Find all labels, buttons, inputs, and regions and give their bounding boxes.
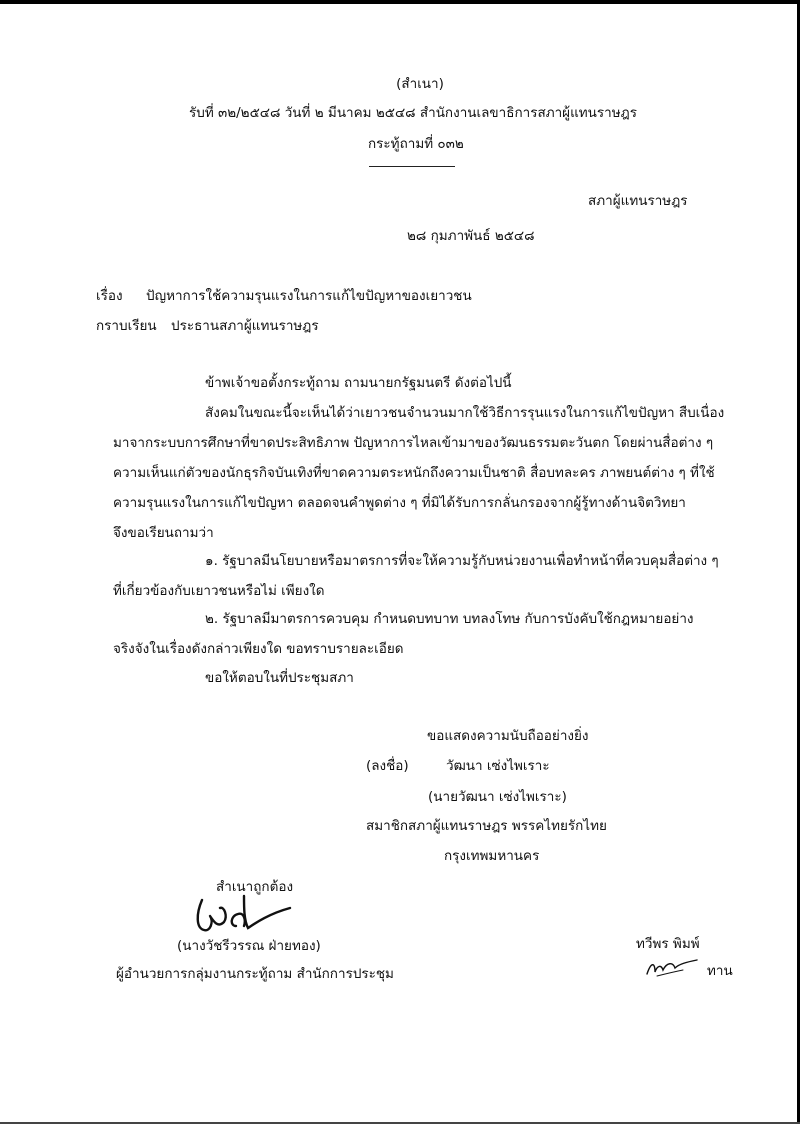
copy-mark: (สำเนา) [396,76,444,92]
sender-office: สภาผู้แทนราษฎร [588,193,688,209]
paragraph-line: ความรุนแรงในการแก้ไขปัญหา ตลอดจนคำพูดต่าง ๆ ที่มิได้รับการกลั่นกรองจากผู้รู้ทางด้านจิตวิทยา [113,495,686,511]
letter-date: ๒๘ กุมภาพันธ์ ๒๕๔๘ [407,228,535,244]
intro-line: ข้าพเจ้าขอตั้งกระทู้ถาม ถามนายกรัฐมนตรี ดังต่อไปนี้ [205,375,512,391]
paragraph-line: สังคมในขณะนี้จะเห็นได้ว่าเยาวชนจำนวนมากใช้วิธีการรุนแรงในการแก้ไขปัญหา สืบเนื่อง [205,405,725,421]
sign-label: (ลงชื่อ) [366,758,409,774]
certifier-title: ผู้อำนวยการกลุ่มงานกระทู้ถาม สำนักการประชุม [116,966,394,982]
answer-request: ขอให้ตอบในที่ประชุมสภา [205,670,354,686]
received-line: รับที่ ๓๒/๒๕๔๘ วันที่ ๒ มีนาคม ๒๕๔๘ สำนักงานเลขาธิการสภาผู้แทนราษฎร [189,105,637,121]
checker-initials [643,956,701,982]
closing-regards: ขอแสดงความนับถืออย่างยิ่ง [427,728,589,744]
signer-province: กรุงเทพมหานคร [444,848,540,864]
page-edge [0,0,800,4]
question-1-line: ๑. รัฐบาลมีนโยบายหรือมาตรการที่จะให้ความรู้กับหน่วยงานเพื่อทำหน้าที่ควบคุมสื่อต่าง ๆ [205,553,719,569]
signer-handwritten-name: วัฒนา เซ่งไพเราะ [446,758,550,774]
checked-by: ทาน [707,963,733,979]
question-2-line: จริงจังในเรื่องดังกล่าวเพียงใด ขอทราบรายละเอียด [113,641,404,657]
certifier-name: (นางวัชรีวรรณ ฝ่ายทอง) [177,938,321,954]
question-1-line: ที่เกี่ยวข้องกับเยาวชนหรือไม่ เพียงใด [113,583,325,599]
addressee-label: กราบเรียน [96,318,157,334]
certified-copy: สำเนาถูกต้อง [216,879,294,895]
question-number: กระทู้ถามที่ ๐๓๒ [368,136,464,152]
paragraph-line: จึงขอเรียนถามว่า [113,525,214,541]
question-2-line: ๒. รัฐบาลมีมาตรการควบคุม กำหนดบทบาท บทลงโทษ กับการบังคับใช้กฎหมายอย่าง [205,611,694,627]
certifier-signature [190,892,300,938]
paragraph-line: ความเห็นแก่ตัวของนักธุรกิจบันเทิงที่ขาดความตระหนักถึงความเป็นชาติ สื่อบทละคร ภาพยนต์ต่าง ๆ ที่ใช้ [113,465,715,481]
signer-position: สมาชิกสภาผู้แทนราษฎร พรรคไทยรักไทย [366,818,607,834]
typed-by: ทวีพร พิมพ์ [636,936,700,952]
paragraph-line: มาจากระบบการศึกษาที่ขาดประสิทธิภาพ ปัญหาการไหลเข้ามาของวัฒนธรรมตะวันตก โดยผ่านสื่อต่าง ๆ [113,435,714,451]
subject-label: เรื่อง [96,288,123,304]
subject-text: ปัญหาการใช้ความรุนแรงในการแก้ไขปัญหาของเยาวชน [146,288,472,304]
addressee-text: ประธานสภาผู้แทนราษฎร [171,318,319,334]
printed-name: (นายวัฒนา เซ่งไพเราะ) [428,789,567,805]
header-divider [369,166,455,167]
